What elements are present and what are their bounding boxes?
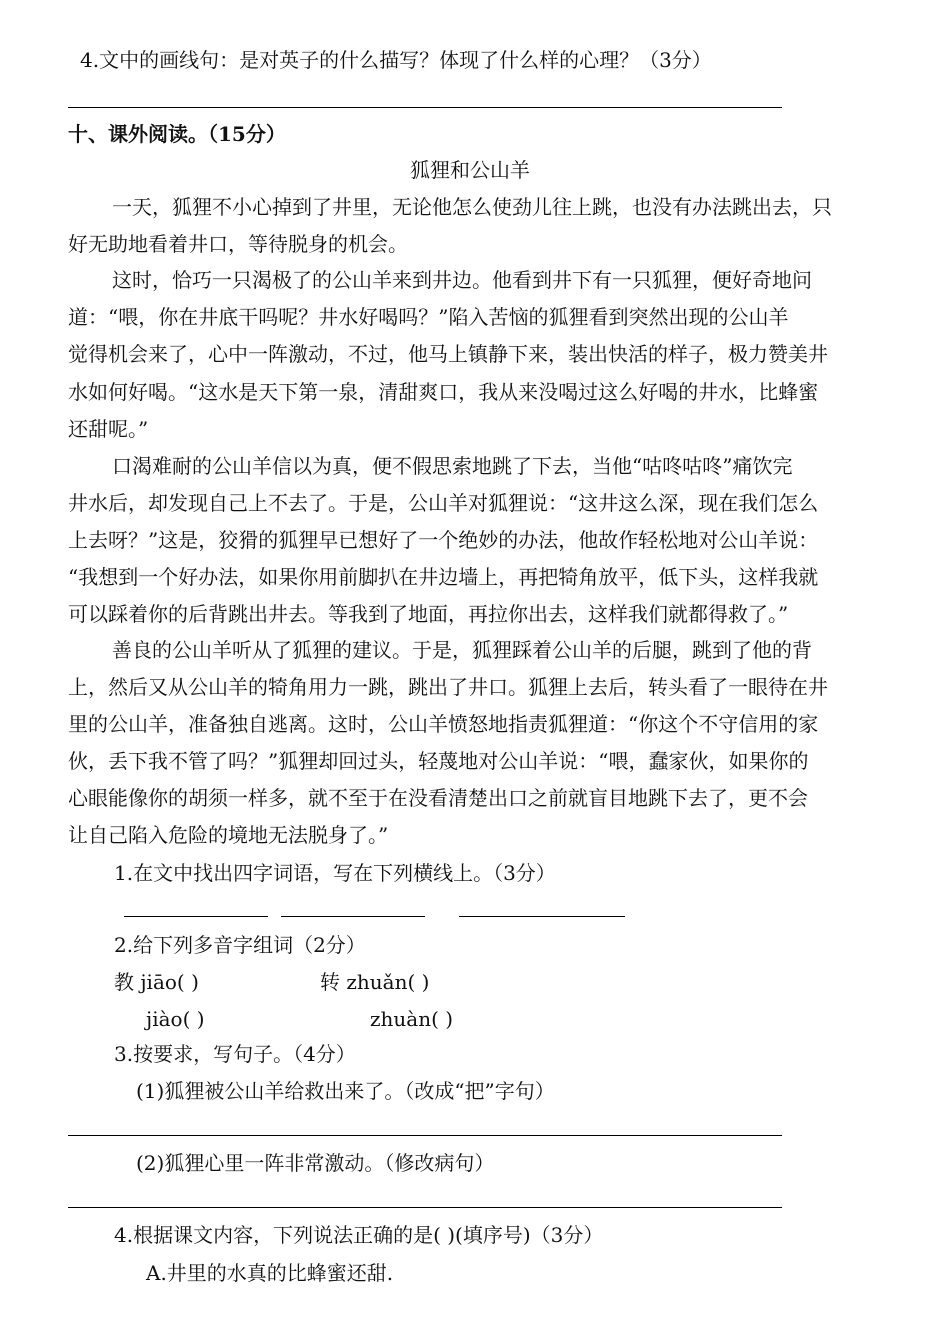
option-a: A.井里的水真的比蜂蜜还甜.: [146, 1261, 394, 1285]
passage-line: 口渴难耐的公山羊信以为真，便不假思索地跳了下去，当他“咕咚咕咚”痛饮完: [112, 454, 793, 478]
polyphone-zhuan4: zhuàn( ): [370, 1007, 454, 1031]
polyphone-jiao1: 教 jiāo( ): [114, 970, 199, 994]
passage-title: 狐狸和公山羊: [410, 158, 530, 182]
passage-line: 上去呀？”这是，狡猾的狐狸早已想好了一个绝妙的办法，他故作轻松地对公山羊说：: [68, 528, 819, 552]
polyphone-zhuan3: 转 zhuǎn( ): [320, 970, 430, 994]
question-3: 3.按要求，写句子。（4分）: [114, 1042, 356, 1066]
passage-line: 还甜呢。”: [68, 417, 149, 441]
passage-line: 觉得机会来了，心中一阵激动，不过，他马上镇静下来，装出快活的样子，极力赞美井: [68, 342, 828, 366]
answer-line: [68, 107, 782, 108]
passage-line: 伙，丢下我不管了吗？”狐狸却回过头，轻蔑地对公山羊说：“喂，蠢家伙，如果你的: [68, 749, 809, 773]
passage-line: 这时，恰巧一只渴极了的公山羊来到井边。他看到井下有一只狐狸，便好奇地问: [112, 268, 812, 292]
passage-line: 上，然后又从公山羊的犄角用力一跳，跳出了井口。狐狸上去后，转头看了一眼待在井: [68, 675, 828, 699]
passage-line: 心眼能像你的胡须一样多，就不至于在没看清楚出口之前就盲目地跳下去了，更不会: [68, 786, 808, 810]
answer-line: [68, 1207, 782, 1208]
question-3-2: (2)狐狸心里一阵非常激动。（修改病句）: [136, 1151, 495, 1175]
question-4: 4.根据课文内容，下列说法正确的是( )(填序号)（3分）: [114, 1223, 604, 1247]
answer-blank-2: [281, 916, 425, 917]
passage-line: 里的公山羊，准备独自逃离。这时，公山羊愤怒地指责狐狸道：“你这个不守信用的家: [68, 712, 819, 736]
passage-line: 道：“喂，你在井底干吗呢？井水好喝吗？”陷入苦恼的狐狸看到突然出现的公山羊: [68, 305, 789, 329]
passage-line: 善良的公山羊听从了狐狸的建议。于是，狐狸踩着公山羊的后腿，跳到了他的背: [112, 638, 812, 662]
passage-line: 让自己陷入危险的境地无法脱身了。”: [68, 823, 389, 847]
section-heading: 十、课外阅读。（15分）: [68, 122, 286, 146]
passage-line: 可以踩着你的后背跳出井去。等我到了地面，再拉你出去，这样我们就都得救了。”: [68, 602, 789, 626]
previous-question-4: 4.文中的画线句：是对英子的什么描写？体现了什么样的心理？（3分）: [80, 48, 712, 72]
question-2: 2.给下列多音字组词（2分）: [114, 933, 366, 957]
passage-line: 水如何好喝。“这水是天下第一泉，清甜爽口，我从来没喝过这么好喝的井水，比蜂蜜: [68, 380, 819, 404]
answer-blank-1: [124, 916, 268, 917]
passage-line: “我想到一个好办法，如果你用前脚扒在井边墙上，再把犄角放平，低下头，这样我就: [68, 565, 819, 589]
passage-line: 井水后，却发现自己上不去了。于是，公山羊对狐狸说：“这井这么深，现在我们怎么: [68, 491, 819, 515]
passage-line: 好无助地看着井口，等待脱身的机会。: [68, 232, 408, 256]
answer-blank-3: [459, 916, 625, 917]
answer-line: [68, 1135, 782, 1136]
question-3-1: (1)狐狸被公山羊给救出来了。（改成“把”字句）: [136, 1079, 555, 1103]
passage-line: 一天，狐狸不小心掉到了井里，无论他怎么使劲儿往上跳，也没有办法跳出去，只: [112, 195, 832, 219]
polyphone-jiao4: jiào( ): [146, 1007, 205, 1031]
question-1: 1.在文中找出四字词语，写在下列横线上。（3分）: [114, 861, 556, 885]
